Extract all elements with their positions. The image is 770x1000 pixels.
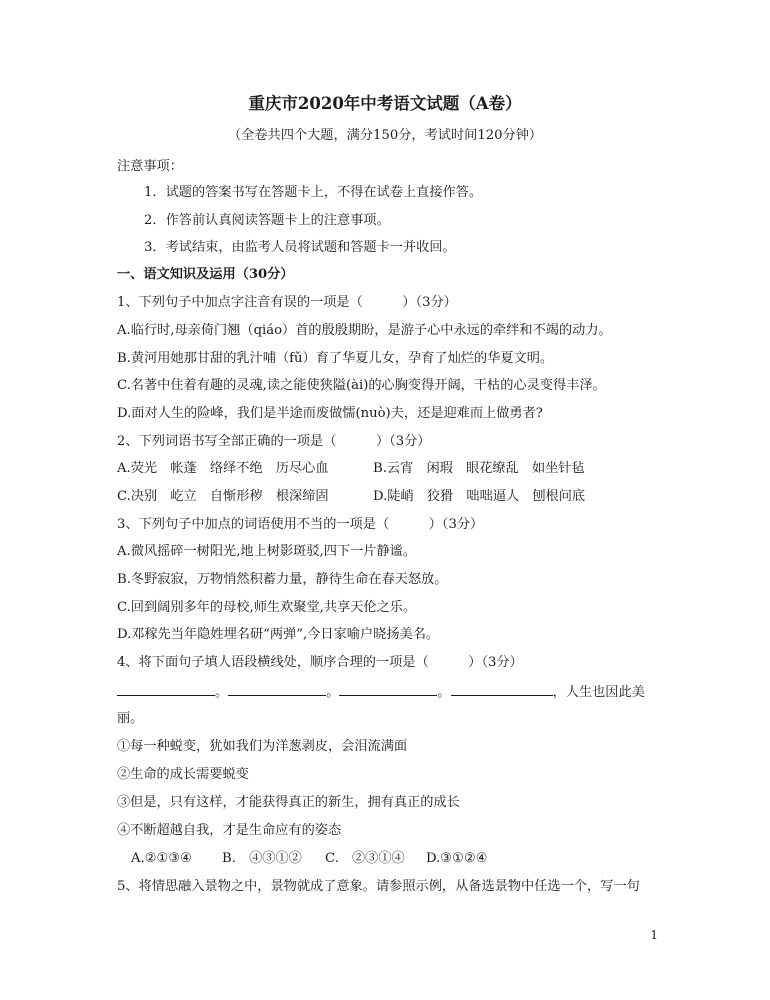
answer-blank[interactable] xyxy=(117,681,215,696)
sentence-item: ②生命的成长需要蜕变 xyxy=(117,767,249,782)
sentence-item: ①每一种蜕变，犹如我们为洋葱剥皮，会泪流满面 xyxy=(117,739,408,754)
question-stem: 3、下列句子中加点的词语使用不当的一项是（ ）（3分） xyxy=(117,517,484,532)
question-option: A.临行时,母亲倚门翘（qiáo）首的殷殷期盼，是游子心中永远的牵绊和不竭的动力。 xyxy=(117,323,612,338)
question-stem: 2、下列词语书写全部正确的一项是（ ）（3分） xyxy=(117,434,431,449)
notice-item: 3．考试结束，由监考人员将试题和答题卡一并收回。 xyxy=(144,240,456,255)
question-option: B.冬野寂寂，万物悄然积蓄力量，静待生命在春天怒放。 xyxy=(117,572,448,587)
page-number: 1 xyxy=(650,928,658,942)
question-option: D.面对人生的险峰，我们是半途而废做懦(nuò)夫，还是迎难而上做勇者? xyxy=(117,406,543,421)
question-stem: 5、将情思融入景物之中，景物就成了意象。请参照示例，从备选景物中任选一个，写一句 xyxy=(117,879,640,894)
page-title: 重庆市2020年中考语文试题（A卷） xyxy=(248,94,522,113)
answer-blank[interactable] xyxy=(451,681,553,696)
question-option: C. ②③①④ xyxy=(325,851,405,866)
notice-heading: 注意事项： xyxy=(117,159,183,174)
notice-item: 2．作答前认真阅读答题卡上的注意事项。 xyxy=(144,213,390,228)
question-option: A.荧光 帐蓬 络绎不绝 历尽心血 xyxy=(117,461,329,476)
question-option: A.②①③④ xyxy=(131,851,193,866)
sentence-item: ③但是，只有这样，才能获得真正的新生，拥有真正的成长 xyxy=(117,795,460,810)
question-option: B.黄河用她那甘甜的乳汁哺（fǔ）育了华夏儿女，孕育了灿烂的华夏文明。 xyxy=(117,351,554,366)
question-option: B.云宵 闲瑕 眼花缭乱 如坐针毡 xyxy=(373,461,585,476)
section-heading: 一、语文知识及运用（30分） xyxy=(117,267,294,282)
question-stem: 1、下列句子中加点字注音有误的一项是（ ）（3分） xyxy=(117,295,457,310)
question-option: C.决别 屹立 自惭形秽 根深缔固 xyxy=(117,489,329,504)
answer-blank[interactable] xyxy=(228,681,326,696)
sentence-item: ④不断超越自我，才是生命应有的姿态 xyxy=(117,823,342,838)
fill-blank-line: 。 。 。 ，人生也因此美 xyxy=(117,681,645,703)
question-stem: 4、将下面句子填人语段横线处，顺序合理的一项是（ ）（3分） xyxy=(117,655,523,670)
exam-subtitle: （全卷共四个大题，满分150分，考试时间120分钟） xyxy=(228,128,543,143)
question-option: B. ④③①② xyxy=(222,851,302,866)
fill-blank-tail: 丽。 xyxy=(117,711,144,726)
question-option: D.陡峭 狡猾 咄咄逼人 刨根问底 xyxy=(373,489,586,504)
question-option: D.邓稼先当年隐姓埋名研“两弹”,今日家喻户晓扬美名。 xyxy=(117,627,440,642)
question-option: C.名著中住着有趣的灵魂,读之能使狭隘(ài)的心胸变得开阔，干枯的心灵变得丰泽。 xyxy=(117,378,606,393)
notice-item: 1．试题的答案书写在答题卡上，不得在试卷上直接作答。 xyxy=(144,185,483,200)
question-option: D.③①②④ xyxy=(426,851,488,866)
question-option: A.微风摇碎一树阳光,地上树影斑驳,四下一片静谧。 xyxy=(117,544,417,559)
answer-blank[interactable] xyxy=(339,681,437,696)
question-option: C.回到阔别多年的母校,师生欢聚堂,共享天伦之乐。 xyxy=(117,600,417,615)
